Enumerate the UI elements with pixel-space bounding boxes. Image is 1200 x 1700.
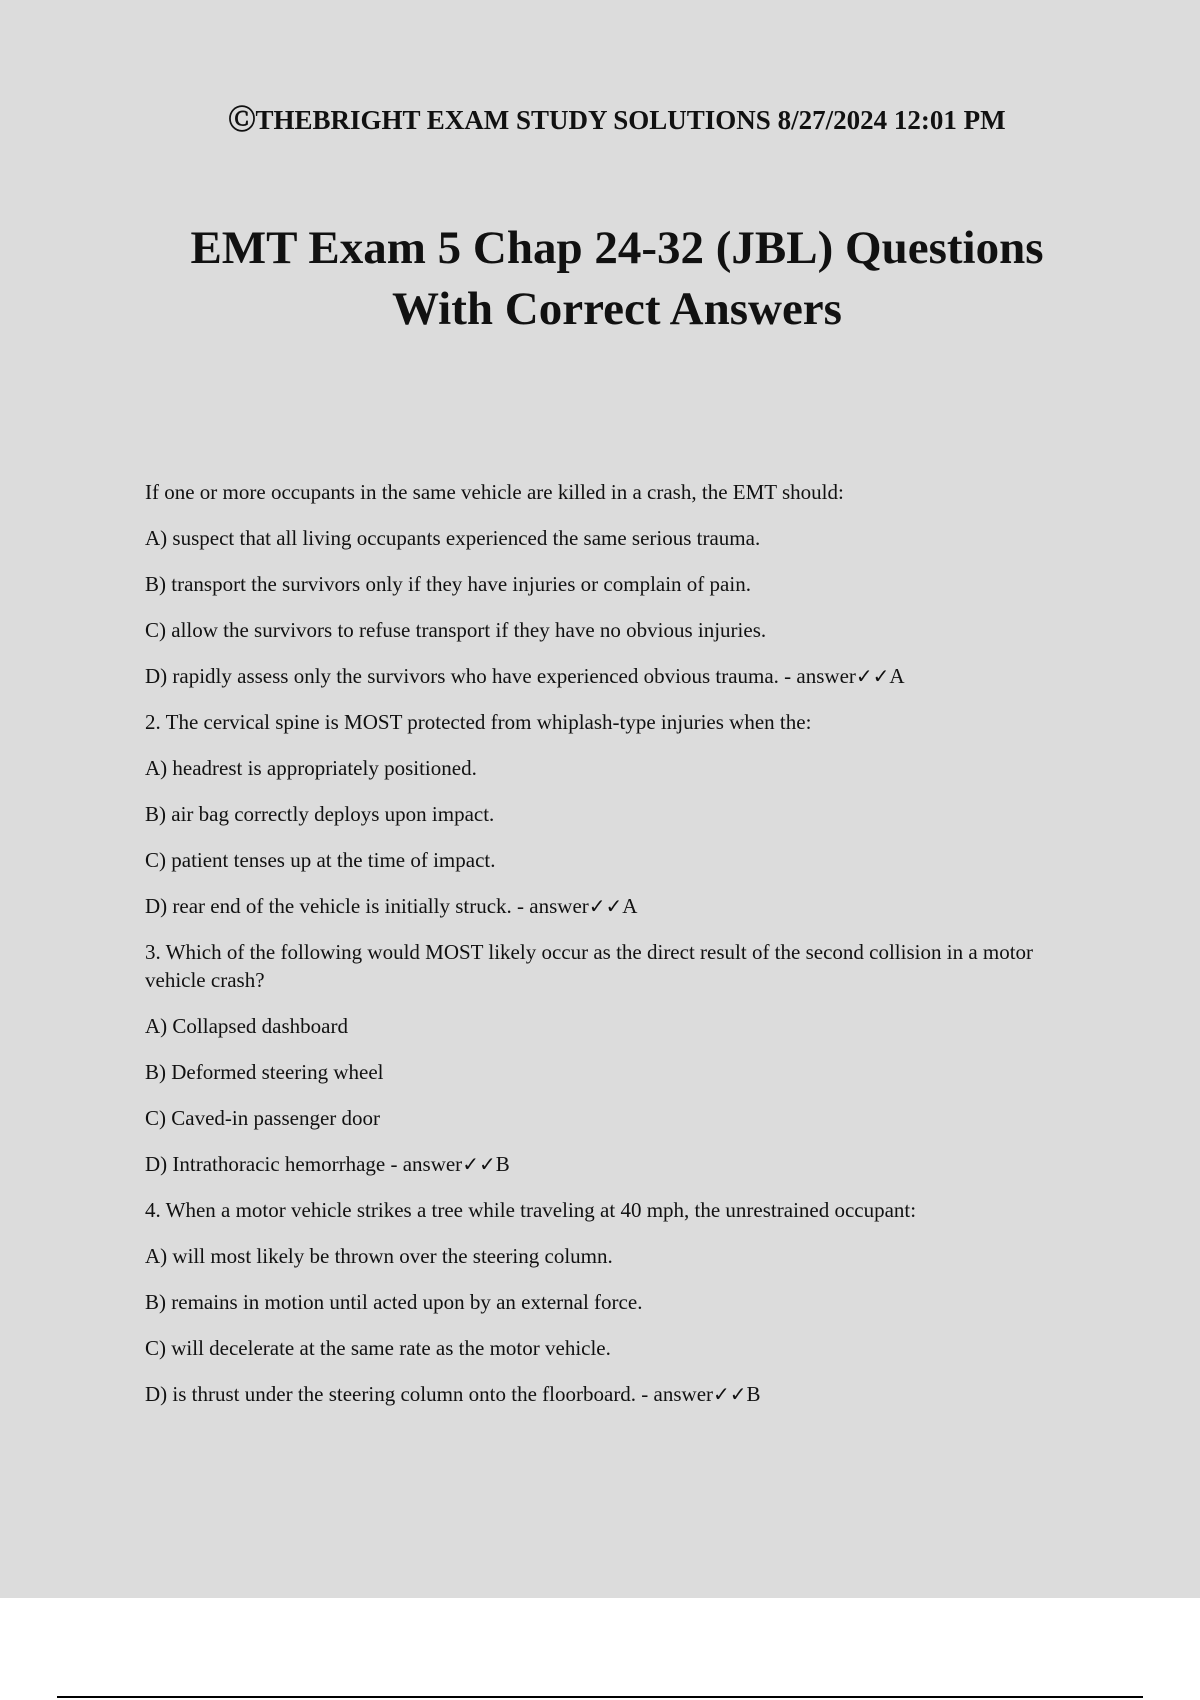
question-2-text: 2. The cervical spine is MOST protected from whiplash-type injuries when the:: [145, 710, 812, 734]
question-4-text: 4. When a motor vehicle strikes a tree while traveling at 40 mph, the unrestrained occupant:: [145, 1198, 917, 1222]
question-2-option-d-text: D) rear end of the vehicle is initially struck. - answer: [145, 894, 589, 918]
page-header: ⒸTHEBRIGHT EXAM STUDY SOLUTIONS 8/27/2024 12:01 PM: [228, 105, 1006, 135]
title-line-2: With Correct Answers: [392, 283, 842, 335]
question-1-option-d-text: D) rapidly assess only the survivors who have experienced obvious trauma. - answer: [145, 664, 856, 688]
question-4-answer: B: [746, 1382, 761, 1406]
question-2-option-c: C) patient tenses up at the time of impact.: [145, 848, 496, 872]
question-3-option-a: A) Collapsed dashboard: [145, 1014, 348, 1038]
question-4-option-c: C) will decelerate at the same rate as the motor vehicle.: [145, 1336, 611, 1360]
question-3-option-d-text: D) Intrathoracic hemorrhage - answer: [145, 1152, 463, 1176]
question-4-option-d: [145, 1380, 1095, 1408]
checkmark-icon: ✓✓: [855, 664, 890, 688]
question-3-option-b: B) Deformed steering wheel: [145, 1060, 384, 1084]
question-3-option-d: [145, 1150, 1095, 1178]
question-2-option-b: B) air bag correctly deploys upon impact.: [145, 802, 495, 826]
question-1-answer: A: [889, 664, 905, 688]
question-2-option-d: [145, 892, 1095, 920]
document-title: [0, 218, 1200, 340]
question-3-answer: B: [495, 1152, 510, 1176]
checkmark-icon: ✓✓: [588, 894, 623, 918]
question-3-option-c: C) Caved-in passenger door: [145, 1106, 381, 1130]
question-2-option-a: A) headrest is appropriately positioned.: [145, 756, 477, 780]
checkmark-icon: ✓✓: [713, 1382, 747, 1406]
footer-divider: [57, 1696, 1143, 1698]
questions-list: [145, 478, 1095, 1426]
question-1-option-d: [145, 662, 1095, 690]
question-1-option-a: A) suspect that all living occupants experienced the same serious trauma.: [145, 526, 761, 550]
checkmark-icon: ✓✓: [462, 1152, 496, 1176]
question-1-option-b: B) transport the survivors only if they have injuries or complain of pain.: [145, 572, 751, 596]
question-4-option-b: B) remains in motion until acted upon by an external force.: [145, 1290, 643, 1314]
question-1-text: If one or more occupants in the same vehicle are killed in a crash, the EMT should:: [145, 480, 844, 504]
question-3-text: 3. Which of the following would MOST likely occur as the direct result of the second collision in a motor vehicle crash?: [145, 940, 1034, 992]
question-2-answer: A: [622, 894, 638, 918]
title-line-1: EMT Exam 5 Chap 24-32 (JBL) Questions: [190, 222, 1044, 274]
question-4-option-d-text: D) is thrust under the steering column onto the floorboard. - answer: [145, 1382, 714, 1406]
question-1-option-c: C) allow the survivors to refuse transport if they have no obvious injuries.: [145, 618, 767, 642]
question-4-option-a: A) will most likely be thrown over the steering column.: [145, 1244, 613, 1268]
